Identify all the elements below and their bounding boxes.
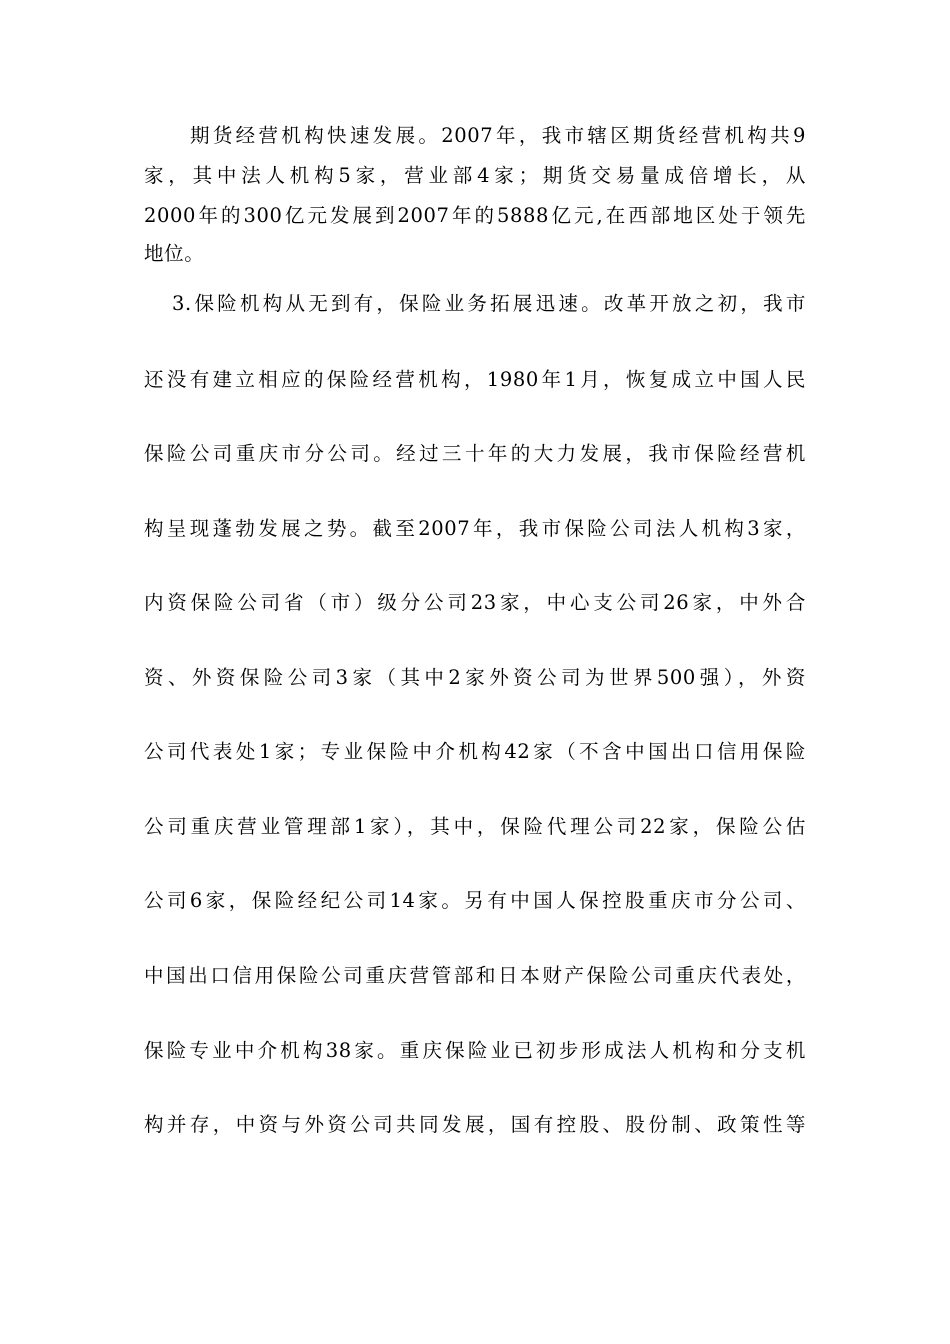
text-line: 保险专业中介机构38家。重庆保险业已初步形成法人机构和分支机 <box>144 1039 806 1062</box>
text-line: 期货经营机构快速发展。2007年，我市辖区期货经营机构共9 <box>190 124 806 147</box>
text-line: 家，其中法人机构5家，营业部4家；期货交易量成倍增长，从 <box>144 164 806 187</box>
text-line: 资、外资保险公司3家（其中2家外资公司为世界500强），外资 <box>144 666 806 689</box>
text-line: 还没有建立相应的保险经营机构，1980年1月，恢复成立中国人民 <box>144 368 806 391</box>
text-line: 3.保险机构从无到有，保险业务拓展迅速。改革开放之初，我市 <box>172 292 806 315</box>
text-line: 构呈现蓬勃发展之势。截至2007年，我市保险公司法人机构3家， <box>144 517 806 540</box>
text-line: 公司6家，保险经纪公司14家。另有中国人保控股重庆市分公司、 <box>144 889 806 912</box>
text-line: 内资保险公司省（市）级分公司23家，中心支公司26家，中外合 <box>144 591 806 614</box>
text-line: 公司重庆营业管理部1家），其中，保险代理公司22家，保险公估 <box>144 815 806 838</box>
text-line: 保险公司重庆市分公司。经过三十年的大力发展，我市保险经营机 <box>144 442 806 465</box>
text-line: 公司代表处1家；专业保险中介机构42家（不含中国出口信用保险 <box>144 740 806 763</box>
text-line: 地位。 <box>144 242 205 265</box>
text-line: 构并存，中资与外资公司共同发展，国有控股、股份制、政策性等 <box>144 1113 806 1136</box>
text-line: 中国出口信用保险公司重庆营管部和日本财产保险公司重庆代表处， <box>144 964 806 987</box>
text-line: 2000年的300亿元发展到2007年的5888亿元,在西部地区处于领先 <box>144 204 806 227</box>
